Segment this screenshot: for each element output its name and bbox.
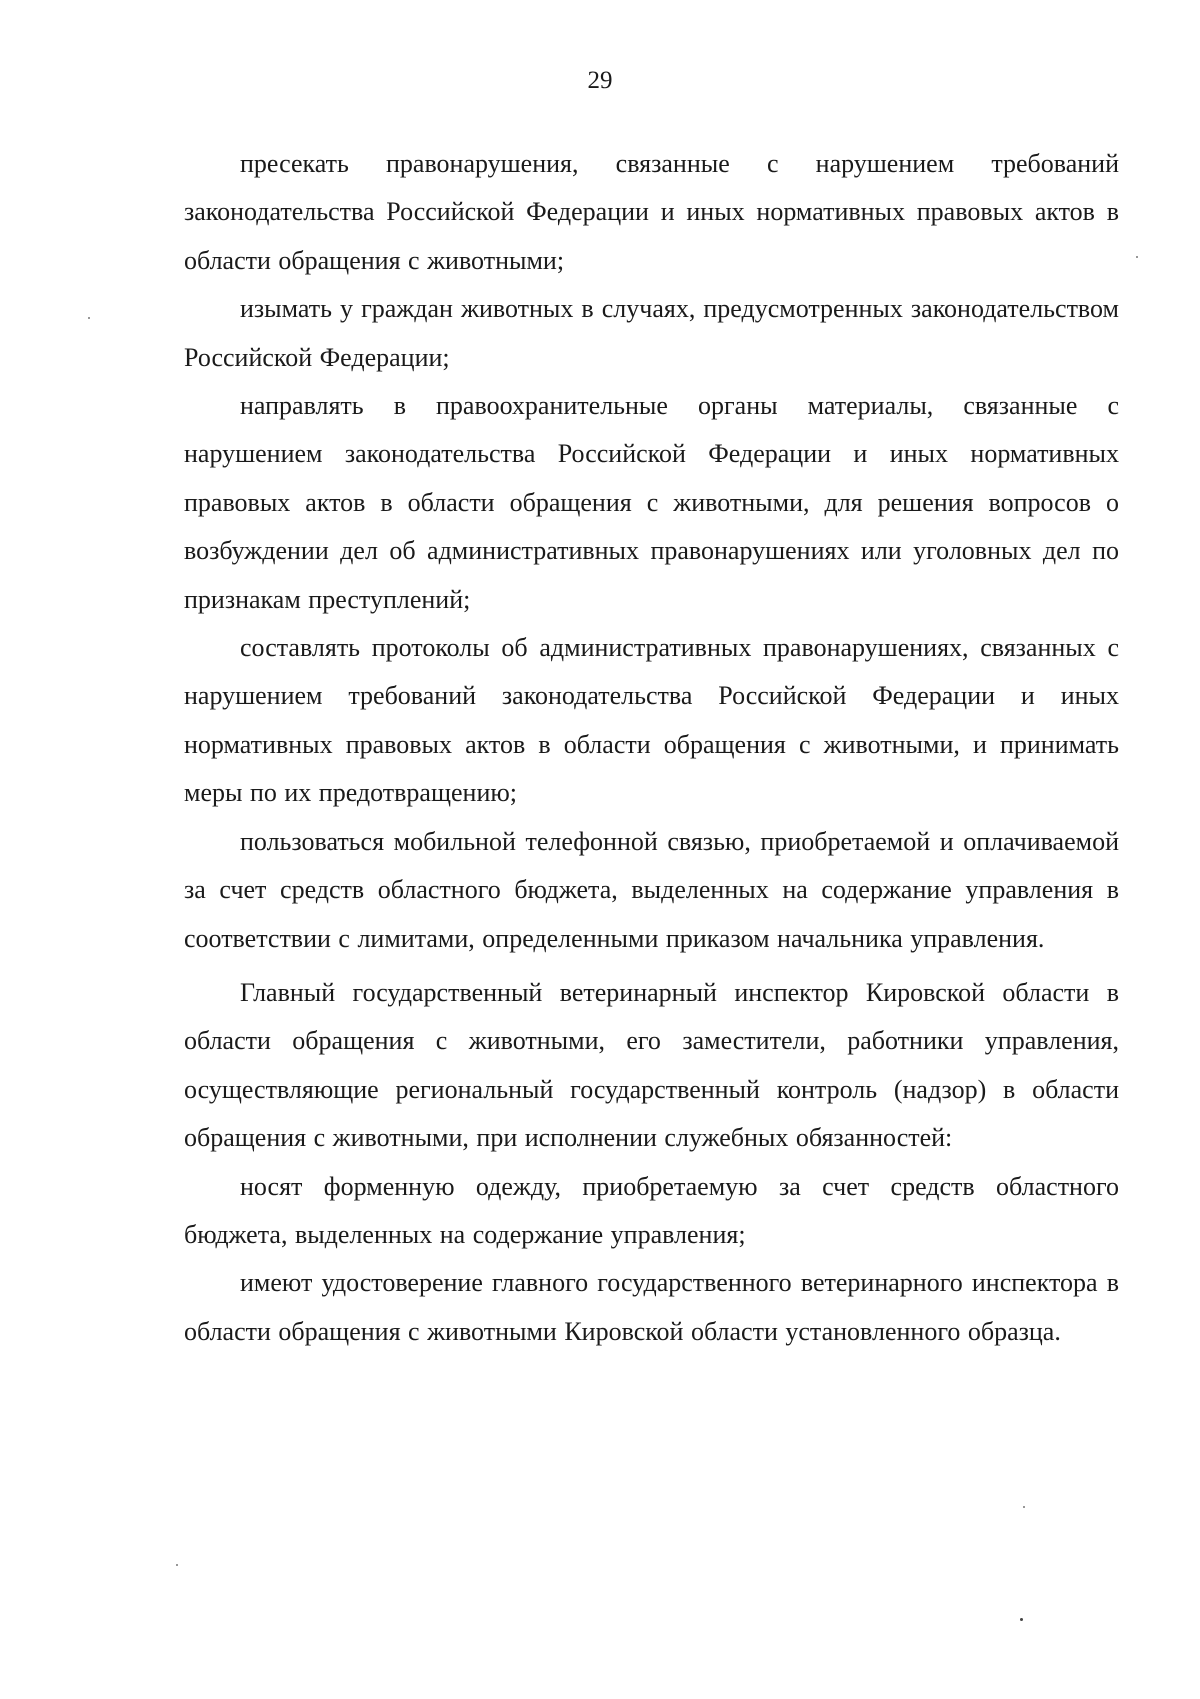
scan-speck (1020, 1618, 1023, 1621)
paragraph-chief-inspector: Главный государственный ветеринарный инспектор Кировской области в области обращения с животными, его заместители, работники управления, осуществляющие региональный государственный контроль (надзор) в области обращения с животными, при исполнении служебных обязанностей: (184, 977, 1119, 1153)
paragraph-suppress-violations: пресекать правонарушения, связанные с нарушением требований законодательства Российской Федерации и иных нормативных правовых актов в области обращения с животными; (184, 149, 1119, 275)
paragraph-send-materials: направлять в правоохранительные органы материалы, связанные с нарушением законодательства Российской Федерации и иных нормативных правовых актов в области обращения с животными, для решения вопросов о возбуждении дел об административных правонарушениях или уголовных дел по признакам преступлений; (184, 391, 1119, 614)
document-body (184, 140, 1119, 1356)
paragraph-draw-protocols: составлять протоколы об административных правонарушениях, связанных с нарушением требований законодательства Российской Федерации и иных нормативных правовых актов в области обращения с животными, и принимать меры по их предотвращению; (184, 633, 1119, 808)
paragraph-mobile-communication: пользоваться мобильной телефонной связью, приобретаемой и оплачиваемой за счет средств областного бюджета, выделенных на содержание управления в соответствии с лимитами, определенными приказом начальника управления. (184, 826, 1119, 953)
scan-speck (176, 1564, 178, 1566)
paragraph-certificate: имеют удостоверение главного государственного ветеринарного инспектора в области обращения с животными Кировской области установленного образца. (184, 1268, 1119, 1346)
scan-speck (1136, 256, 1138, 258)
paragraph-seize-animals: изымать у граждан животных в случаях, предусмотренных законодательством Российской Федерации; (184, 294, 1119, 372)
scan-speck (1023, 1506, 1025, 1508)
scan-speck (88, 317, 90, 319)
paragraph-uniform: носят форменную одежду, приобретаемую за счет средств областного бюджета, выделенных на содержание управления; (184, 1171, 1119, 1249)
page-number: 29 (587, 67, 613, 94)
